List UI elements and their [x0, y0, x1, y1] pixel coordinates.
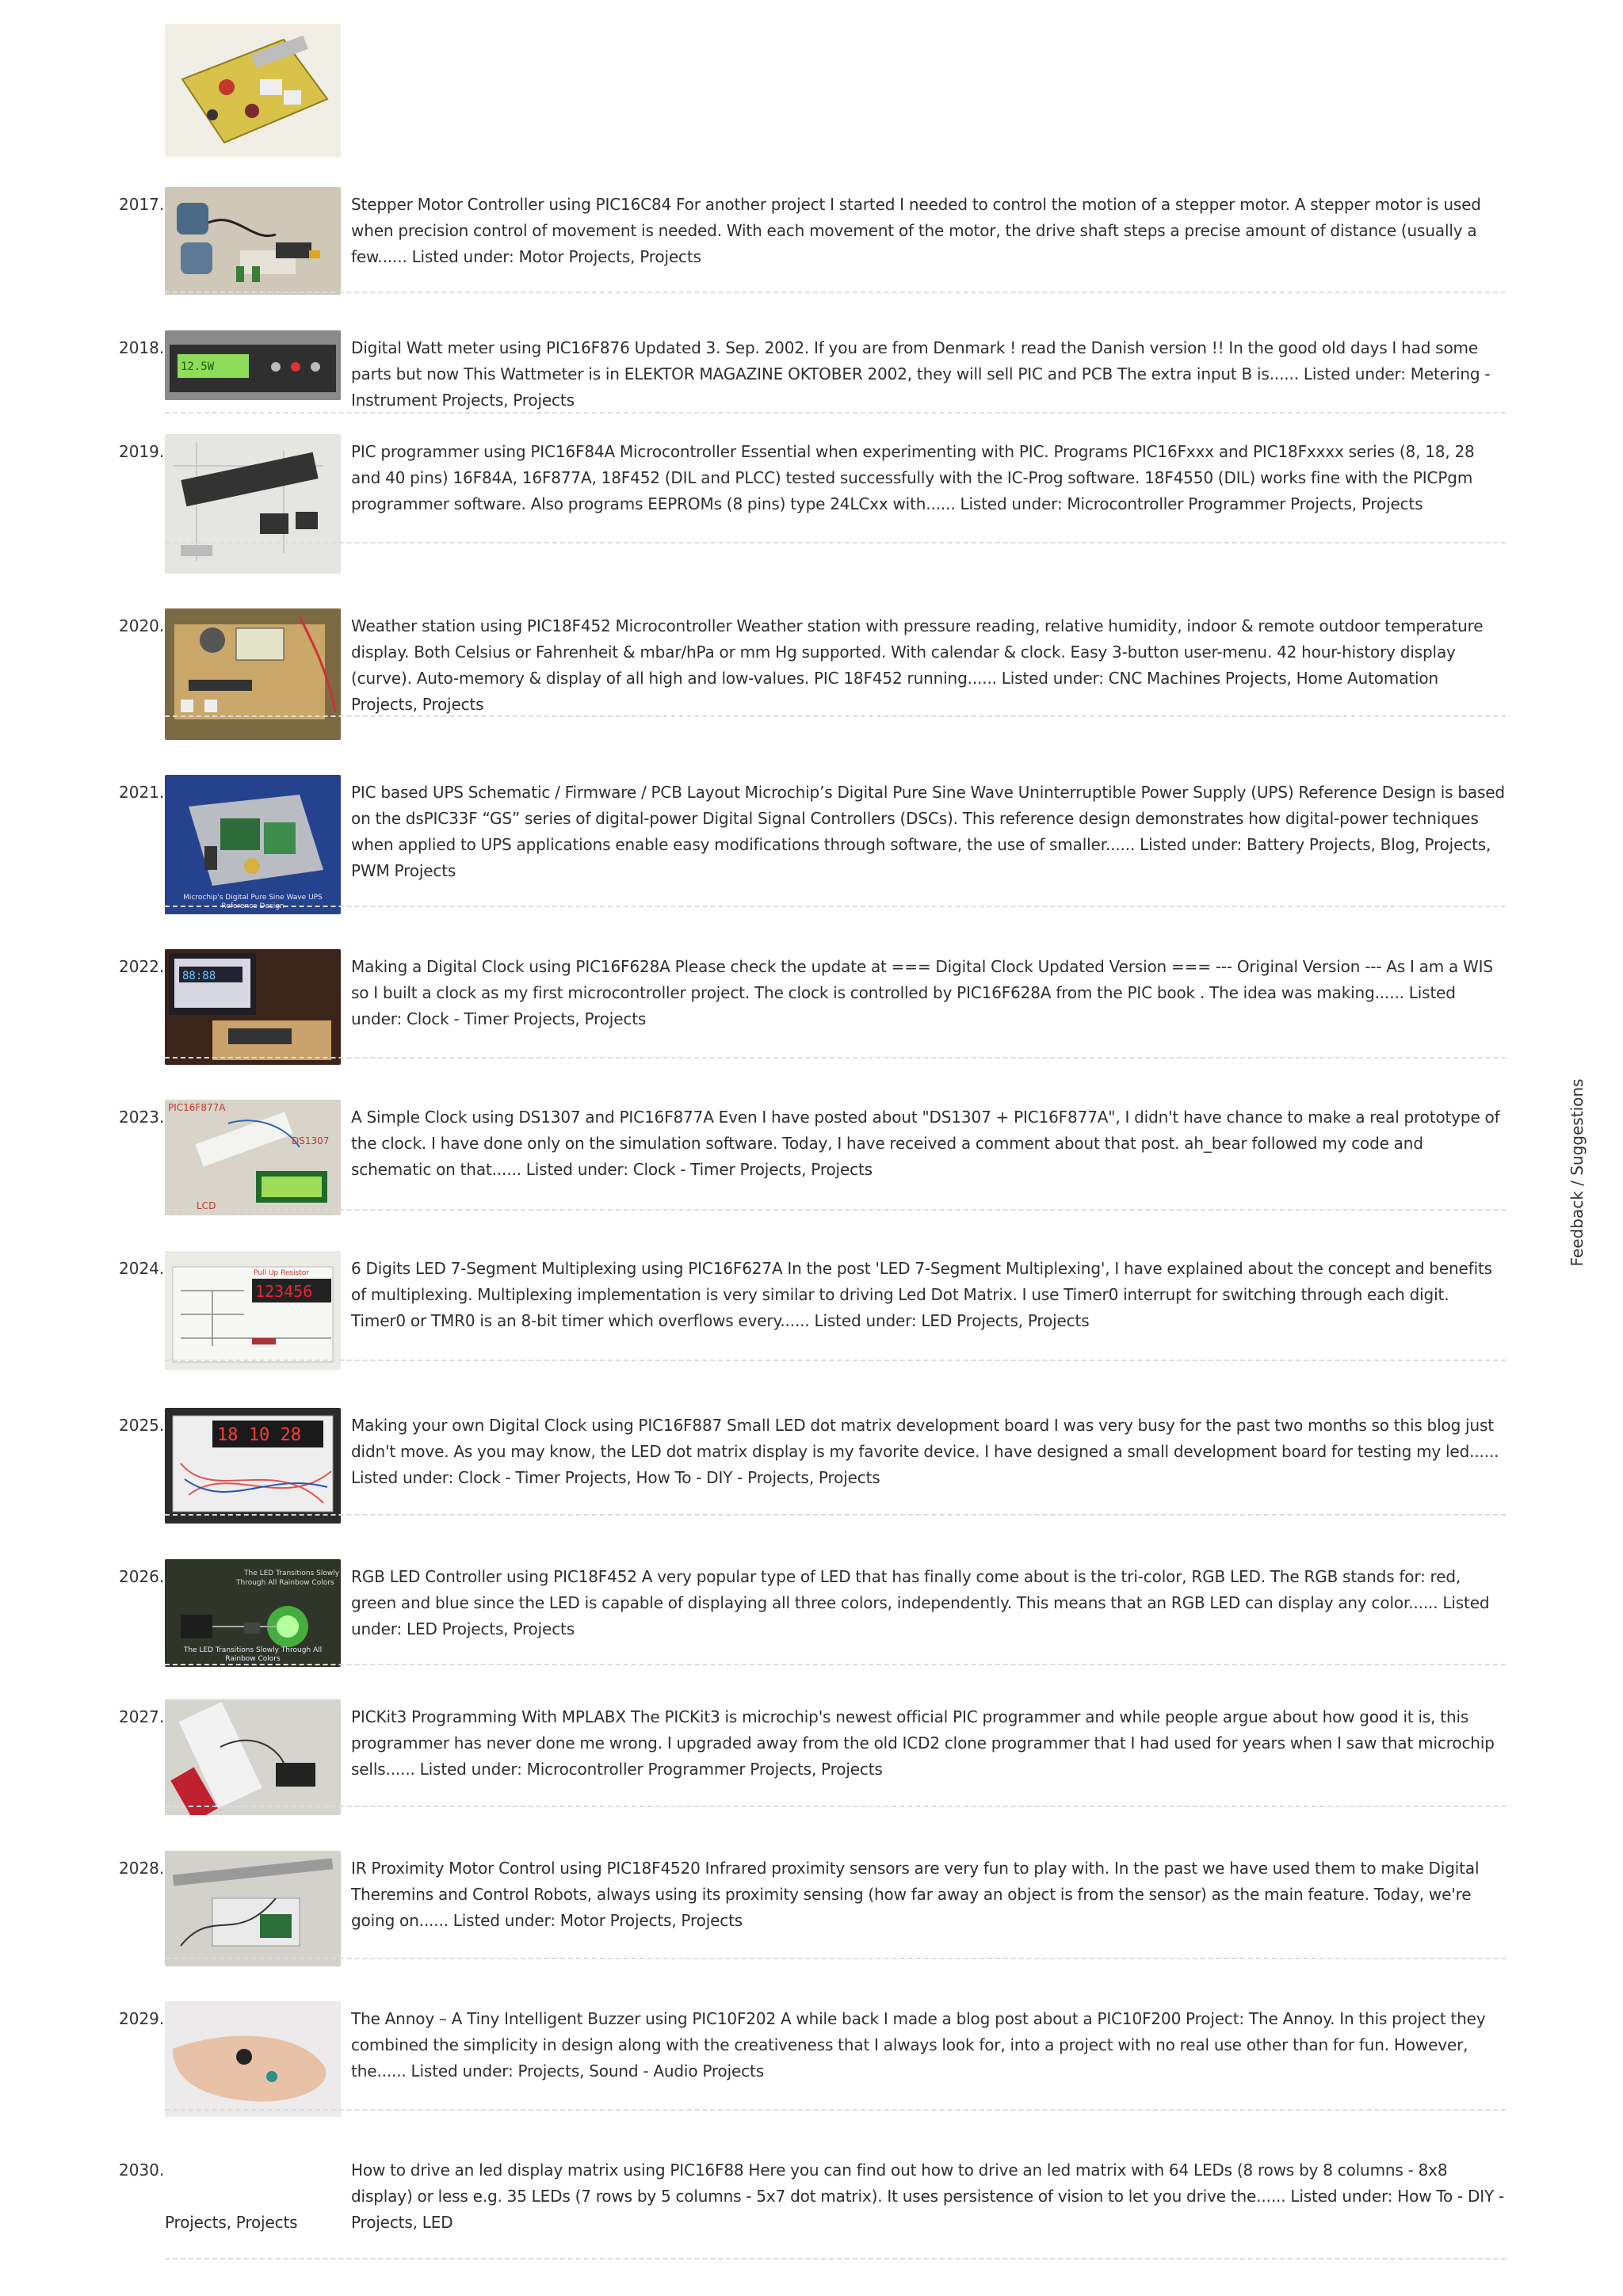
- item-number: 2024.: [119, 1259, 165, 1278]
- divider: [165, 542, 1506, 543]
- svg-text:12.5W: 12.5W: [181, 360, 215, 373]
- item-number: 2028.: [119, 1859, 165, 1878]
- item-number: 2018.: [119, 338, 165, 357]
- svg-text:18 10 28: 18 10 28: [217, 1425, 301, 1445]
- rgb-led-controller-image[interactable]: [165, 1559, 341, 1667]
- project-description[interactable]: PIC based UPS Schematic / Firmware / PCB Layout Microchip’s Digital Pure Sine Wave Uninterruptible Power Supply (UPS) Reference Design is based on the dsPIC33F “GS” series of digital-power Digital Signal Controllers (DSCs). This reference design demonstrates how digital-power techniques when applied to UPS applications enable easy modifications through software, the use of smaller...... Listed under: Battery Projects, Blog, Projects, PWM Projects: [351, 783, 1505, 880]
- divider: [165, 715, 1506, 717]
- svg-text:PIC16F877A: PIC16F877A: [168, 1102, 226, 1113]
- watt-meter-device-image[interactable]: [165, 330, 341, 400]
- project-description[interactable]: PICKit3 Programming With MPLABX The PICKit3 is microchip's newest official PIC programmer and while people argue about how good it is, this programmer has never done me wrong. I upgraded away from the old ICD2 clone programmer that I had used for years when I saw that microchip sells...... Listed under: Microcontroller Programmer Projects, Projects: [351, 1707, 1495, 1779]
- project-description[interactable]: A Simple Clock using DS1307 and PIC16F877A Even I have posted about "DS1307 + PIC16F877A", I didn't have chance to make a real prototype of the clock. I have done only on the simulation software. Today, I have received a comment about that post. ah_bear followed my code and schematic on that...... Listed under: Clock - Timer Projects, Projects: [351, 1108, 1500, 1179]
- item-number: 2025.: [119, 1416, 165, 1435]
- svg-text:LCD: LCD: [197, 1200, 216, 1211]
- item-number: 2021.: [119, 783, 165, 802]
- svg-text:Through All Rainbow Colors: Through All Rainbow Colors: [236, 1579, 334, 1587]
- item-number: 2020.: [119, 616, 165, 635]
- item-number: 2027.: [119, 1707, 165, 1726]
- stepper-motor-circuit-image[interactable]: [165, 187, 341, 295]
- divider: [165, 412, 1506, 414]
- item-number: 2029.: [119, 2009, 165, 2028]
- divider: [165, 2258, 1506, 2260]
- thumbnail-caption: The LED Transitions Slowly Through All Rainbow Colors: [183, 1646, 323, 1663]
- project-description[interactable]: IR Proximity Motor Control using PIC18F4520 Infrared proximity sensors are very fun to play with. In the past we have used them to make Digital Theremins and Control Robots, always using its proximity sensing (how far away an object is from the sensor) as the main feature. Today, we're going on...... Listed under: Motor Projects, Projects: [351, 1859, 1480, 1930]
- feedback-label[interactable]: Feedback / Suggestions: [1568, 1078, 1587, 1267]
- project-description[interactable]: The Annoy – A Tiny Intelligent Buzzer using PIC10F202 A while back I made a blog post about a PIC10F200 Project: The Annoy. In this project they combined the simplicity in design along with the creativeness that I always look for, into a project with no real use other than for fun. However, the...... Listed under: Projects, Sound - Audio Projects: [351, 2009, 1486, 2081]
- ir-proximity-motor-image[interactable]: [165, 1851, 341, 1966]
- divider: [165, 292, 1506, 293]
- divider: [165, 1209, 1506, 1211]
- divider: [165, 1806, 1506, 1807]
- dot-matrix-clock-board-image[interactable]: [165, 1408, 341, 1524]
- weather-station-board-image[interactable]: [165, 608, 341, 740]
- divider: [165, 2109, 1506, 2111]
- svg-text:DS1307: DS1307: [292, 1135, 330, 1146]
- project-description[interactable]: How to drive an led display matrix using PIC16F88 Here you can find out how to drive an led matrix with 64 LEDs (8 rows by 8 columns - 8x8 display) or less e.g. 35 LEDs (7 rows by 5 columns - 5x7 dot matrix). It uses persistence of vision to let you drive the...... Listed under: How To - DIY - Projects, LED: [351, 2161, 1505, 2232]
- project-description-tail[interactable]: Projects, Projects: [165, 2213, 298, 2232]
- thumbnail-caption: Microchip's Digital Pure Sine Wave UPS Reference Design: [183, 894, 323, 910]
- project-description[interactable]: Making a Digital Clock using PIC16F628A Please check the update at === Digital Clock Updated Version === --- Original Version --- As I am a WIS so I built a clock as my first microcontroller project. The clock is controlled by PIC16F628A from the PIC book . The idea was making...... Listed under: Clock - Timer Projects, Projects: [351, 957, 1493, 1028]
- project-description[interactable]: Digital Watt meter using PIC16F876 Updated 3. Sep. 2002. If you are from Denmark ! read the Danish version !! In the good old days I had some parts but now This Wattmeter is in ELEKTOR MAGAZINE OKTOBER 2002, they will sell PIC and PCB The extra input B is...... Listed under: Metering - Instrument Projects, Projects: [351, 338, 1491, 410]
- item-number: 2019.: [119, 442, 165, 461]
- led-7segment-schematic-image[interactable]: [165, 1251, 341, 1370]
- item-number: 2017.: [119, 195, 165, 214]
- item-number: 2023.: [119, 1108, 165, 1127]
- svg-text:88:88: 88:88: [182, 970, 216, 982]
- project-description[interactable]: Making your own Digital Clock using PIC16F887 Small LED dot matrix development board I was very busy for the past two months so this blog just didn't move. As you may know, the LED dot matrix display is my favorite device. I have designed a small development board for testing my led...... Listed under: Clock - Timer Projects, How To - DIY - Projects, Projects: [351, 1416, 1499, 1487]
- project-description[interactable]: PIC programmer using PIC16F84A Microcontroller Essential when experimenting with PIC. Programs PIC16Fxxx and PIC18Fxxxx series (8, 18, 28 and 40 pins) 16F84A, 16F877A, 18F452 (DIL and PLCC) tested successfully with the IC-Prog software. 18F4550 (DIL) works fine with the PICPgm programmer software. Also programs EEPROMs (8 pins) type 24LCxx with...... Listed under: Microcontroller Programmer Projects, Projects: [351, 442, 1475, 513]
- divider: [165, 1958, 1506, 1959]
- divider: [165, 1514, 1506, 1516]
- item-number: 2030.: [119, 2161, 165, 2180]
- item-number: 2022.: [119, 957, 165, 976]
- ds1307-clock-lcd-image[interactable]: [165, 1100, 341, 1215]
- pcb-board-yellow-image[interactable]: [165, 24, 341, 157]
- svg-text:The LED Transitions Slowly: The LED Transitions Slowly: [244, 1569, 340, 1577]
- svg-text:Pull Up Resistor: Pull Up Resistor: [254, 1269, 309, 1277]
- project-description[interactable]: 6 Digits LED 7-Segment Multiplexing using PIC16F627A In the post 'LED 7-Segment Multiplexing', I have explained about the concept and benefits of multiplexing. Multiplexing implementation is very similar to driving Led Dot Matrix. I use Timer0 interrupt for switching through each digit. Timer0 or TMR0 is an 8-bit timer which overflows every...... Listed under: LED Projects, Projects: [351, 1259, 1492, 1330]
- divider: [165, 1360, 1506, 1361]
- pickit3-programmer-image[interactable]: [165, 1699, 341, 1815]
- digital-clock-laptop-image[interactable]: [165, 949, 341, 1065]
- feedback-tab[interactable]: [1565, 1078, 1589, 1267]
- pic-programmer-chips-image[interactable]: [165, 434, 341, 574]
- tiny-buzzer-hand-image[interactable]: [165, 2001, 341, 2117]
- project-description[interactable]: Stepper Motor Controller using PIC16C84 For another project I started I needed to control the motion of a stepper motor. A stepper motor is used when precision control of movement is needed. With each movement of the motor, the drive shaft steps a precise amount of distance (usually a few...... Listed under: Motor Projects, Projects: [351, 195, 1481, 266]
- divider: [165, 1664, 1506, 1665]
- item-number: 2026.: [119, 1567, 165, 1586]
- svg-text:123456: 123456: [255, 1282, 313, 1301]
- divider: [165, 906, 1506, 907]
- divider: [165, 1057, 1506, 1058]
- project-description[interactable]: RGB LED Controller using PIC18F452 A very popular type of LED that has finally come about is the tri-color, RGB LED. The RGB stands for: red, green and blue since the LED is capable of displaying all three colors, independently. This means that an RGB LED can display any color...... Listed under: LED Projects, Projects: [351, 1567, 1490, 1638]
- project-description[interactable]: Weather station using PIC18F452 Microcontroller Weather station with pressure reading, relative humidity, indoor & remote outdoor temperature display. Both Celsius or Fahrenheit & mbar/hPa or mm Hg supported. With calendar & clock. Easy 3-button user-menu. 42 hour-history display (curve). Auto-memory & display of all high and low-values. PIC 18F452 running...... Listed under: CNC Machines Projects, Home Automation Projects, Projects: [351, 616, 1484, 714]
- ups-reference-design-image[interactable]: [165, 775, 341, 914]
